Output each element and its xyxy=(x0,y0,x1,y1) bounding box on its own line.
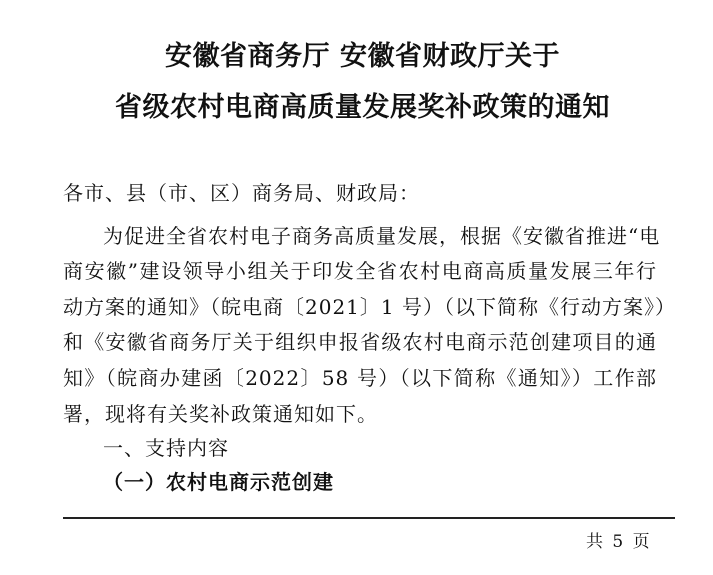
paragraph-line-1: 为促进全省农村电子商务高质量发展，根据《安徽省推进“电 xyxy=(103,224,661,248)
paragraph-line-3: 动方案的通知》（皖电商〔2021〕1 号）（以下简称《行动方案》） xyxy=(63,295,676,319)
section-heading: 一、支持内容 xyxy=(103,436,229,460)
document-title-line-1: 安徽省商务厅 安徽省财政厅关于 xyxy=(165,41,560,72)
paragraph-line-4: 和《安徽省商务厅关于组织申报省级农村电商示范创建项目的通 xyxy=(63,330,657,354)
paragraph-line-2: 商安徽”建设领导小组关于印发全省农村电商高质量发展三年行 xyxy=(63,259,657,283)
paragraph-line-5: 知》（皖商办建函〔2022〕58 号）（以下简称《通知》）工作部 xyxy=(63,366,657,390)
paragraph-line-6: 署，现将有关奖补政策通知如下。 xyxy=(63,402,378,426)
document-title-line-2: 省级农村电商高质量发展奖补政策的通知 xyxy=(115,92,610,123)
salutation: 各市、县（市、区）商务局、财政局： xyxy=(63,181,420,205)
subsection-heading: （一）农村电商示范创建 xyxy=(103,470,334,494)
page-count: 共 5 页 xyxy=(586,532,652,552)
footer-divider xyxy=(63,517,675,519)
